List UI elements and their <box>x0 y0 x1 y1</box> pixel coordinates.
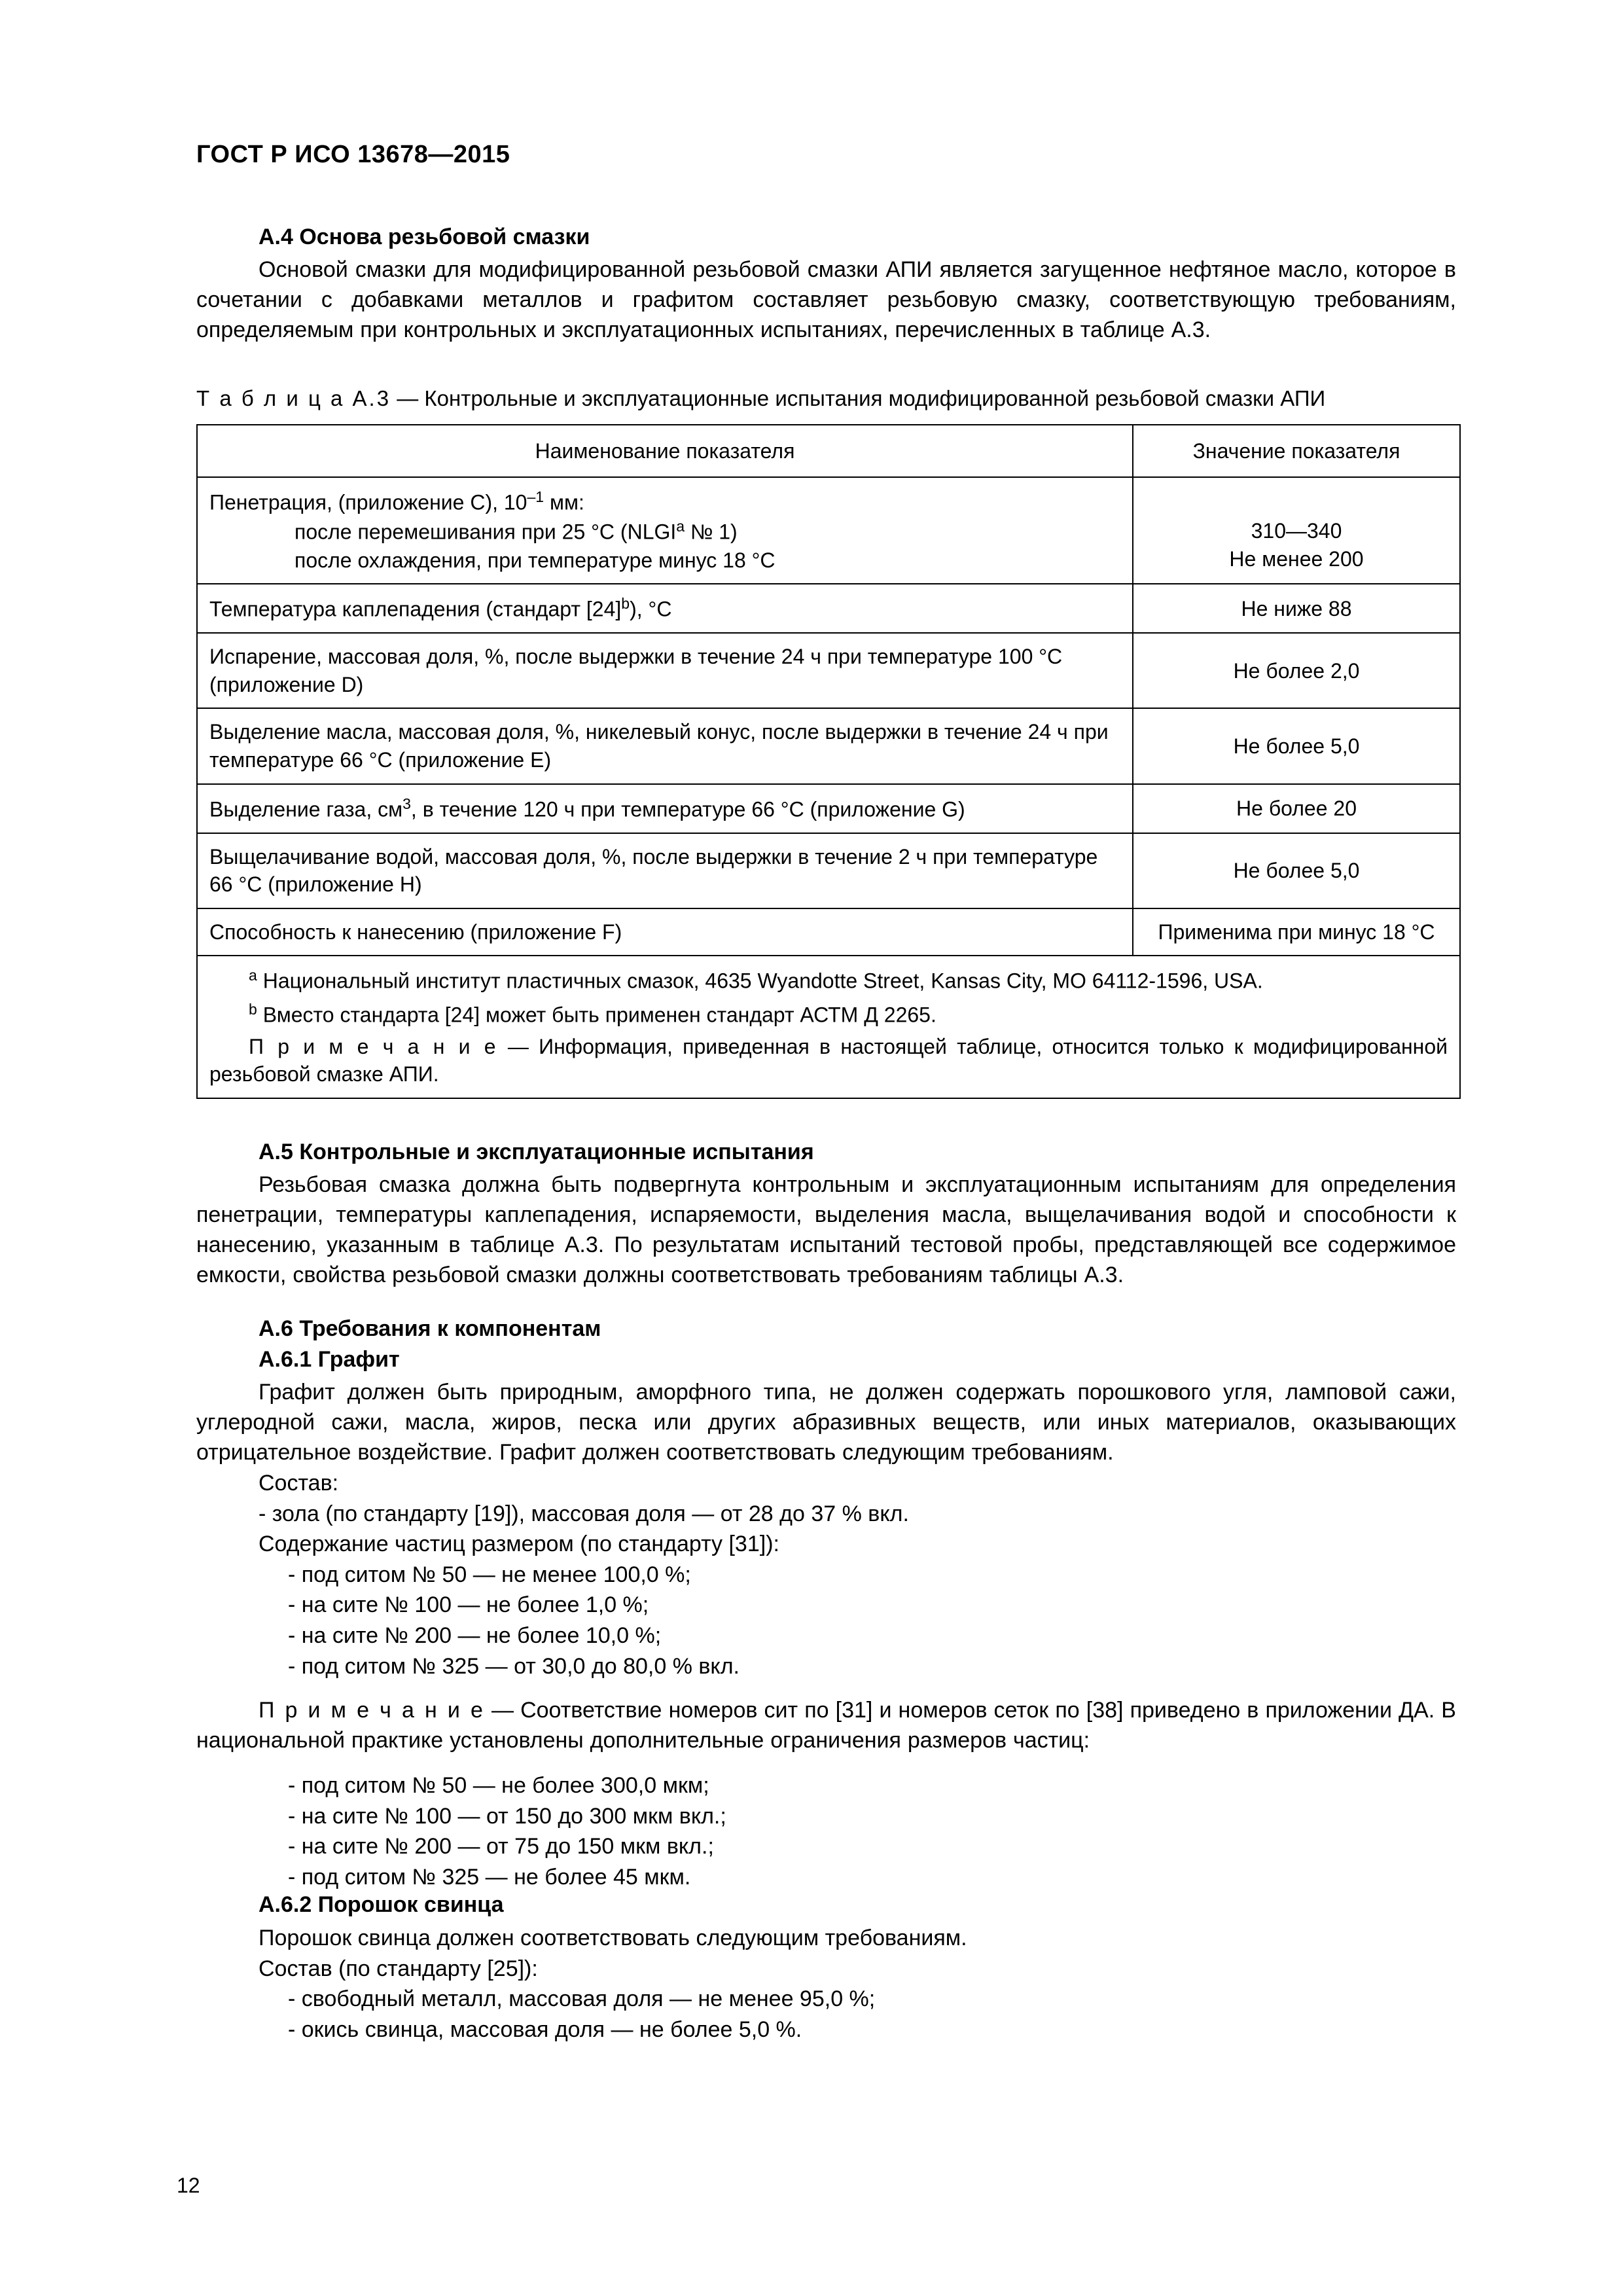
list-item: - на сите № 100 — не более 1,0 %; <box>288 1592 649 1618</box>
table-cell-name <box>197 584 1133 633</box>
table-cell-value: Применима при минус 18 °С <box>1133 908 1460 956</box>
row1-name-sup: –1 <box>527 488 544 506</box>
table-row <box>197 477 1460 584</box>
table-row <box>197 584 1460 633</box>
table-cell-name: Выщелачивание водой, массовая доля, %, после выдержки в течение 2 ч при температуре 66 °С (приложение Н) <box>197 833 1133 908</box>
table-row <box>197 908 1460 956</box>
list-item: - под ситом № 325 — не более 45 мкм. <box>288 1864 691 1890</box>
list-item: - под ситом № 325 — от 30,0 до 80,0 % вкл. <box>288 1653 740 1679</box>
row1-sub1-tail: № 1) <box>685 520 738 545</box>
footnote-b <box>209 999 1448 1029</box>
note-text: — Соответствие номеров сит по [31] и номеров сеток по [38] приведено в приложении ДА. В национальной практике установлены дополнительные ограничения размеров частиц: <box>196 1698 1456 1753</box>
footnote-b-marker: b <box>249 1000 257 1018</box>
list-item: - свободный металл, массовая доля — не менее 95,0 %; <box>288 1986 876 2012</box>
footnote-b-text: Вместо стандарта [24] может быть применен стандарт АСТМ Д 2265. <box>257 1003 936 1027</box>
row1-value2: Не менее 200 <box>1229 547 1364 571</box>
table-header-cell-value: Значение показателя <box>1133 425 1460 478</box>
row2-name-sup: b <box>621 595 630 613</box>
list-item: - окись свинца, массовая доля — не более 5,0 %. <box>288 2017 802 2043</box>
line-soderzhanie: Содержание частиц размером (по стандарту [31]): <box>259 1532 779 1557</box>
table-cell-value: Не ниже 88 <box>1133 584 1460 633</box>
a62-line1: Порошок свинца должен соответствовать следующим требованиям. <box>259 1926 967 1951</box>
table-footnotes-row <box>197 956 1460 1098</box>
particle-size-list-2 <box>196 1770 1456 1892</box>
section-note-a61 <box>196 1696 1456 1756</box>
table-caption-label: Т а б л и ц а А.3 <box>196 386 391 410</box>
footnote-a-text: Национальный институт пластичных смазок, 4635 Wyandotte Street, Kansas City, MO 64112-1596, USA. <box>257 969 1263 994</box>
row1-value1: 310—340 <box>1251 519 1342 543</box>
line-zola: - зола (по стандарту [19]), массовая доля — от 28 до 37 % вкл. <box>259 1501 909 1526</box>
table-cell-name <box>197 784 1133 833</box>
section-heading-a62: А.6.2 Порошок свинца <box>259 1892 504 1918</box>
section-paragraph-a4: Основой смазки для модифицированной резьбовой смазки АПИ является загущенное нефтяное масло, которое в сочетании с добавками металлов и графитом составляет резьбовую смазку, соответствующую требованиям, определяемым при контрольных и эксплуатационных испытаниях, перечисленных в таблице А.3. <box>196 257 1456 342</box>
table-cell-value <box>1133 477 1460 584</box>
list-item: - на сите № 200 — от 75 до 150 мкм вкл.; <box>288 1834 714 1859</box>
table-cell-value: Не более 5,0 <box>1133 708 1460 783</box>
table-row <box>197 633 1460 708</box>
table-caption-text: — Контрольные и эксплуатационные испытания модифицированной резьбовой смазки АПИ <box>391 386 1326 410</box>
section-paragraph-a61: Графит должен быть природным, аморфного типа, не должен содержать порошкового угля, ламповой сажи, углеродной сажи, масла, жиров, песка или других абразивных веществ, или иных материалов, оказывающих отрицательное воздействие. Графит должен соответствовать следующим требованиям. <box>196 1380 1456 1465</box>
table-cell-value: Не более 2,0 <box>1133 633 1460 708</box>
footnote-a-marker: a <box>249 967 257 984</box>
footnote-note-label: П р и м е ч а н и е <box>249 1034 498 1058</box>
table-row <box>197 708 1460 783</box>
table-row <box>197 784 1460 833</box>
page-number: 12 <box>177 2174 200 2197</box>
row1-sub1-sup: a <box>676 518 685 535</box>
row1-sub1-text: после перемешивания при 25 °С (NLGI <box>294 520 677 545</box>
section-heading-a61: А.6.1 Графит <box>259 1347 400 1372</box>
row5-name-main: Выделение газа, см <box>209 797 403 821</box>
table-cell-name <box>197 477 1133 584</box>
table-row <box>197 833 1460 908</box>
table-cell-name: Способность к нанесению (приложение F) <box>197 908 1133 956</box>
row1-sub2: после охлаждения, при температуре минус 18 °С <box>294 548 776 572</box>
row2-name: Температура каплепадения (стандарт [24] <box>209 597 622 621</box>
table-caption <box>196 386 1456 411</box>
table-cell-value: Не более 5,0 <box>1133 833 1460 908</box>
row1-sub1 <box>209 516 1120 546</box>
row2-name-tail: ), °С <box>630 597 672 621</box>
table-a3 <box>196 424 1461 1099</box>
row5-name-sup: 3 <box>402 795 411 812</box>
list-item: - на сите № 200 — не более 10,0 %; <box>288 1623 662 1649</box>
row1-name-main: Пенетрация, (приложение С), 10 <box>209 490 527 514</box>
document-header: ГОСТ Р ИСО 13678—2015 <box>196 141 510 168</box>
table-cell-name: Выделение масла, массовая доля, %, никелевый конус, после выдержки в течение 24 ч при температуре 66 °С (приложение Е) <box>197 708 1133 783</box>
table-header-cell-name: Наименование показателя <box>197 425 1133 478</box>
section-heading-a5: А.5 Контрольные и эксплуатационные испытания <box>259 1139 814 1164</box>
section-paragraph-a5: Резьбовая смазка должна быть подвергнута контрольным и эксплуатационным испытаниям для определения пенетрации, температуры каплепадения, испаряемости, выделения масла, выщелачивания водой и способности к нанесению, указанным в таблице А.3. По результатам испытаний тестовой пробы, представляющей все содержимое емкости, свойства резьбовой смазки должны соответствовать требованиям таблицы А.3. <box>196 1172 1456 1287</box>
table-header-row <box>197 425 1460 478</box>
row5-name-tail: , в течение 120 ч при температуре 66 °С (приложение G) <box>410 797 965 821</box>
footnote-a <box>209 965 1448 995</box>
list-item: - под ситом № 50 — не менее 100,0 %; <box>288 1562 691 1587</box>
table-cell-value: Не более 20 <box>1133 784 1460 833</box>
note-label: П р и м е ч а н и е <box>259 1698 485 1723</box>
footnote-note <box>209 1033 1448 1088</box>
particle-size-list-1 <box>196 1560 1456 1681</box>
footnote-note-text: — Информация, приведенная в настоящей таблице, относится только к модифицированной резьбовой смазке АПИ. <box>209 1034 1448 1086</box>
table-cell-name: Испарение, массовая доля, %, после выдержки в течение 24 ч при температуре 100 °С (приложение D) <box>197 633 1133 708</box>
section-heading-a6: А.6 Требования к компонентам <box>259 1316 601 1342</box>
section-heading-a4: А.4 Основа резьбовой смазки <box>259 224 590 249</box>
a62-line2: Состав (по стандарту [25]): <box>259 1956 538 1981</box>
row1-name-tail: мм: <box>544 490 584 514</box>
list-item: - на сите № 100 — от 150 до 300 мкм вкл.; <box>288 1803 726 1829</box>
lead-powder-list <box>196 1984 1456 2045</box>
line-sostav: Состав: <box>259 1471 339 1496</box>
table-footnotes <box>197 956 1460 1098</box>
list-item: - под ситом № 50 — не более 300,0 мкм; <box>288 1772 709 1798</box>
